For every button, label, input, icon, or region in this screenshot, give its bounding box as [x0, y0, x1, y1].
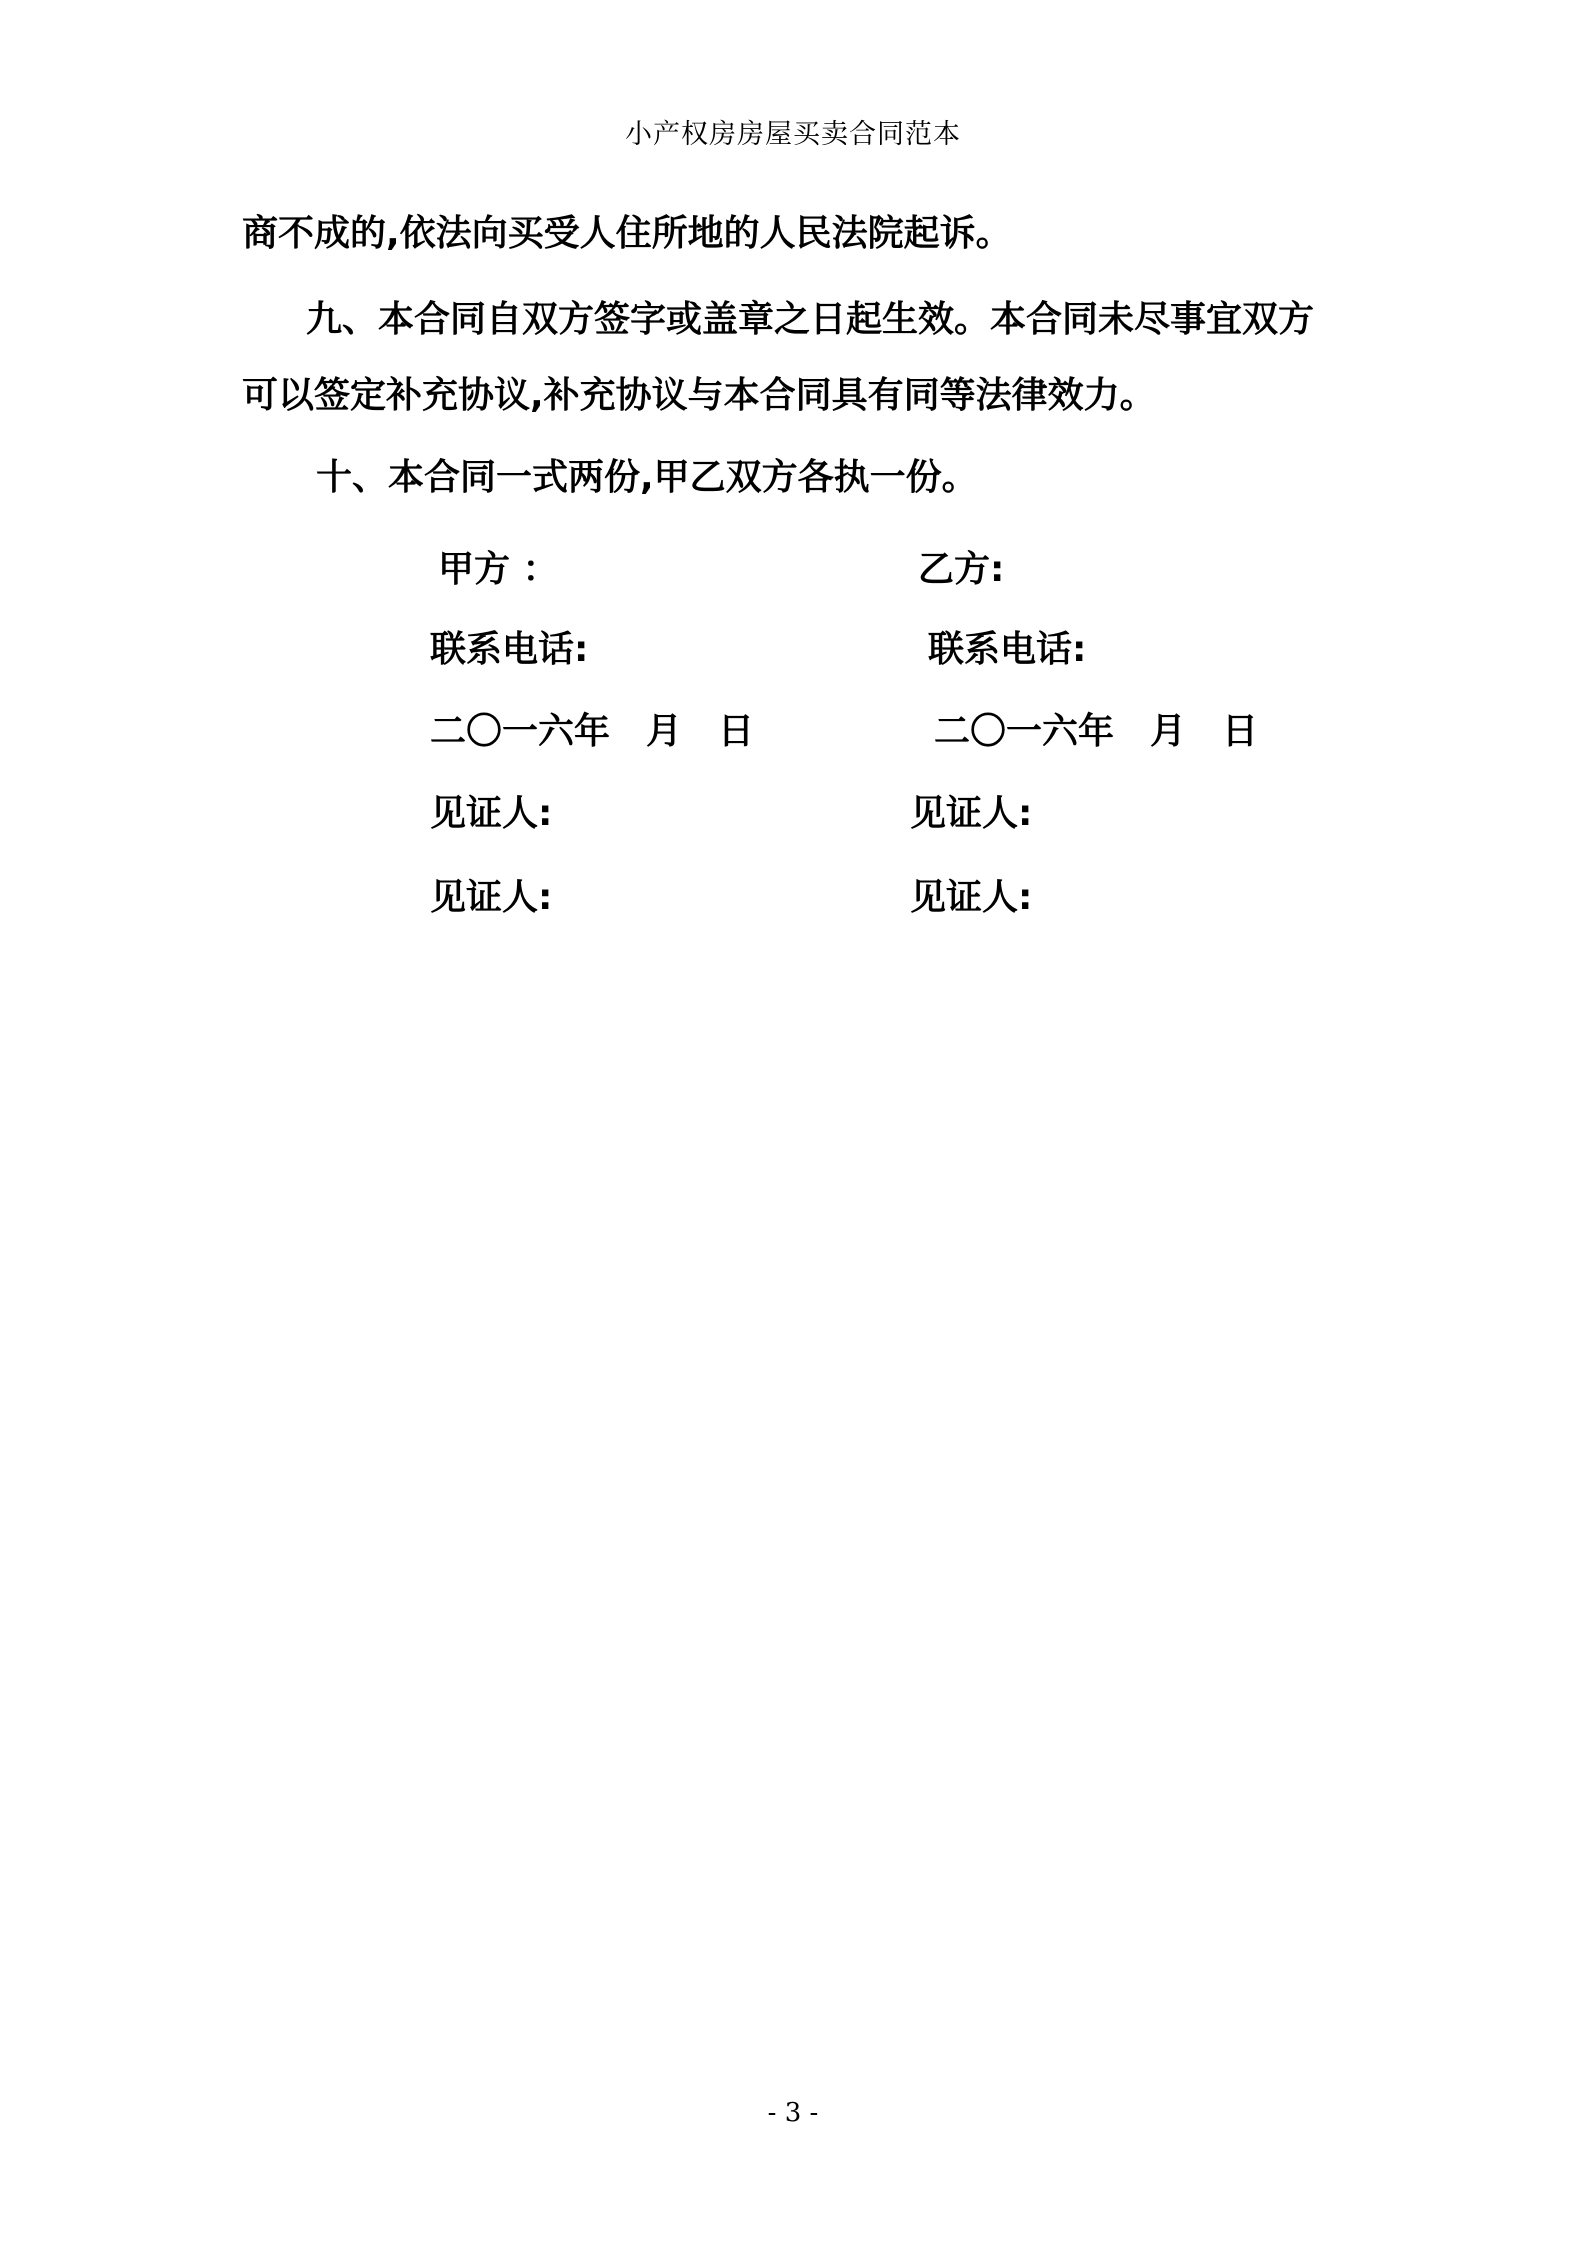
running-header: 小产权房房屋买卖合同范本 — [625, 119, 961, 150]
clause-10: 十、本合同一式两份,甲乙双方各执一份。 — [316, 457, 978, 498]
body-line-1: 商不成的,依法向买受人住所地的人民法院起诉。 — [242, 213, 1012, 254]
party-b-witness-2: 见证人: — [910, 877, 1033, 918]
party-a-date: 二〇一六年 月 日 — [430, 711, 755, 752]
page-number: - 3 - — [767, 2098, 819, 2128]
party-b-label: 乙方: — [918, 549, 1005, 590]
party-a-label: 甲方 ： — [438, 549, 559, 590]
party-a-phone-label: 联系电话: — [430, 629, 589, 670]
party-a-witness-1: 见证人: — [430, 793, 553, 834]
party-b-date: 二〇一六年 月 日 — [934, 711, 1259, 752]
party-b-witness-1: 见证人: — [910, 793, 1033, 834]
clause-9-line-2: 可以签定补充协议,补充协议与本合同具有同等法律效力。 — [242, 375, 1156, 416]
party-b-phone-label: 联系电话: — [928, 629, 1087, 670]
clause-9-line-1: 九、本合同自双方签字或盖章之日起生效。本合同未尽事宜双方 — [306, 299, 1315, 340]
party-a-witness-2: 见证人: — [430, 877, 553, 918]
